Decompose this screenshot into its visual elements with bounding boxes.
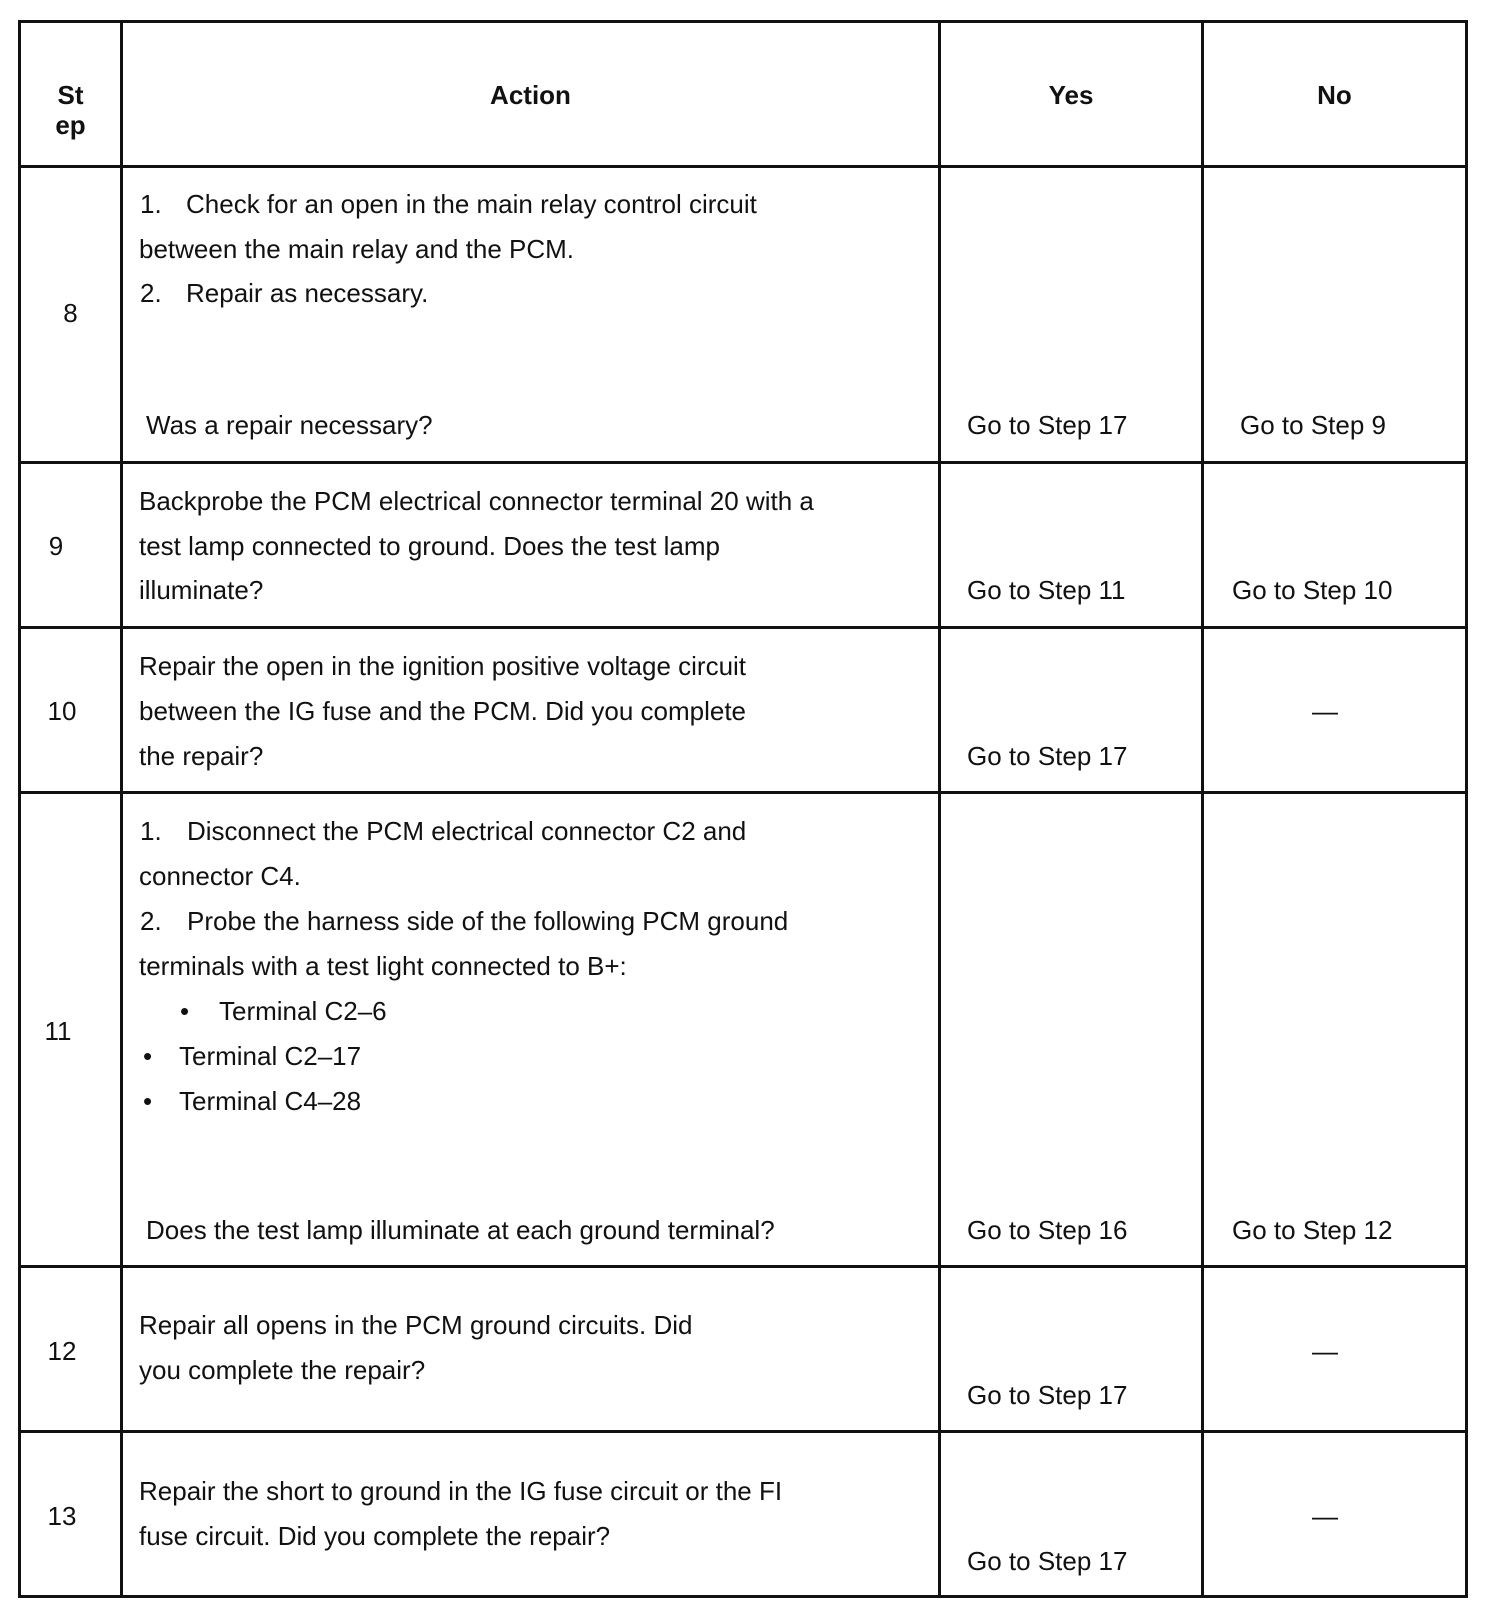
yes-result: Go to Step 17: [967, 410, 1128, 440]
action-text: fuse circuit. Did you complete the repair?: [139, 1521, 611, 1551]
action-text: Backprobe the PCM electrical connector terminal 20 with a: [139, 486, 814, 516]
row-divider: [18, 1265, 1468, 1268]
action-text: test lamp connected to ground. Does the test lamp: [139, 531, 721, 561]
header-step-line2: ep: [55, 110, 86, 140]
action-text: Repair the short to ground in the IG fuse circuit or the FI: [139, 1476, 783, 1506]
no-result-dash: —: [1312, 1501, 1338, 1531]
header-divider: [18, 165, 1468, 168]
yes-result: Go to Step 11: [967, 575, 1126, 605]
action-text: Repair the open in the ignition positive voltage circuit: [139, 651, 747, 681]
step-number: 13: [47, 1501, 77, 1531]
header-step: [21, 80, 120, 140]
step-number: 10: [47, 696, 77, 726]
action-text: Disconnect the PCM electrical connector C2 and: [187, 816, 747, 846]
yes-result: Go to Step 16: [967, 1215, 1128, 1245]
list-item-number: 1.: [140, 189, 162, 219]
action-text: between the main relay and the PCM.: [139, 234, 575, 264]
header-no: No: [1317, 80, 1352, 110]
action-text: Probe the harness side of the following PCM ground: [187, 906, 789, 936]
action-text: between the IG fuse and the PCM. Did you complete: [139, 696, 747, 726]
row-divider: [18, 1430, 1468, 1433]
table-border-bottom: [18, 1595, 1468, 1598]
list-item-number: 2.: [140, 906, 162, 936]
action-text: connector C4.: [139, 861, 301, 891]
step-number: 12: [47, 1336, 77, 1366]
action-text: the repair?: [139, 741, 264, 771]
column-divider: [938, 20, 941, 1598]
bullet-icon: •: [143, 1041, 153, 1071]
header-yes: Yes: [1048, 80, 1094, 110]
step-number: 8: [63, 298, 78, 328]
action-text: illuminate?: [139, 575, 264, 605]
bullet-item: Terminal C2–17: [179, 1041, 362, 1071]
bullet-icon: •: [180, 996, 190, 1026]
action-question: Does the test lamp illuminate at each ground terminal?: [146, 1215, 775, 1245]
no-result-dash: —: [1312, 696, 1338, 726]
row-divider: [18, 461, 1468, 464]
action-text: you complete the repair?: [139, 1355, 426, 1385]
table-border-right: [1465, 20, 1468, 1598]
row-divider: [18, 626, 1468, 629]
yes-result: Go to Step 17: [967, 741, 1128, 771]
action-text: terminals with a test light connected to B+:: [139, 951, 627, 981]
action-text: Repair all opens in the PCM ground circuits. Did: [139, 1310, 693, 1340]
yes-result: Go to Step 17: [967, 1546, 1128, 1576]
no-result: Go to Step 9: [1240, 410, 1386, 440]
header-action: Action: [490, 80, 571, 110]
bullet-icon: •: [143, 1086, 153, 1116]
yes-result: Go to Step 17: [967, 1380, 1128, 1410]
bullet-item: Terminal C2–6: [219, 996, 387, 1026]
list-item-number: 2.: [140, 278, 162, 308]
row-divider: [18, 791, 1468, 794]
step-number: 11: [44, 1016, 72, 1046]
step-number: 9: [48, 531, 64, 561]
header-step-line1: St: [57, 80, 84, 110]
bullet-item: Terminal C4–28: [179, 1086, 362, 1116]
no-result-dash: —: [1312, 1336, 1338, 1366]
action-text: Repair as necessary.: [186, 278, 429, 308]
no-result: Go to Step 12: [1232, 1215, 1393, 1245]
column-divider: [120, 20, 123, 1598]
action-text: Check for an open in the main relay control circuit: [186, 189, 757, 219]
column-divider: [1201, 20, 1204, 1598]
list-item-number: 1.: [140, 816, 162, 846]
no-result: Go to Step 10: [1232, 575, 1393, 605]
table-border-top: [18, 20, 1468, 23]
action-question: Was a repair necessary?: [146, 410, 433, 440]
